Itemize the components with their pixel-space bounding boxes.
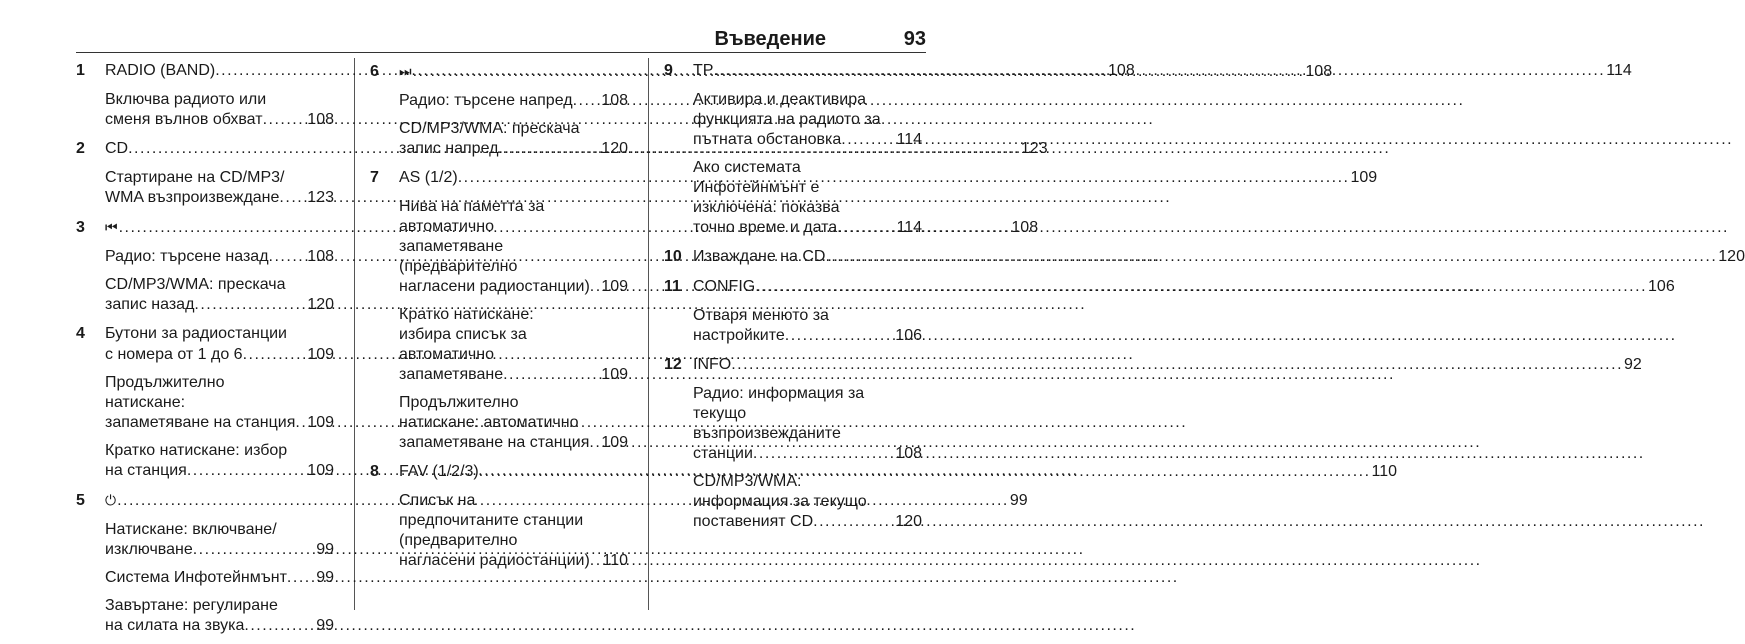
toc-line: запаметяване [399,238,504,255]
toc-page: 114 [896,131,922,148]
toc-row [693,246,1745,268]
leader-dots [590,551,602,571]
toc-line: Кратко натискане: [399,306,534,323]
toc-page: 120 [895,513,922,530]
toc-page: 99 [316,569,334,586]
leader-dots [295,413,306,433]
toc-row [693,218,922,238]
toc-row [105,540,334,560]
leader-dots [825,246,1717,268]
toc-row [105,345,334,365]
toc-row [105,295,334,315]
toc-page: 109 [601,434,628,451]
toc-row [693,512,922,532]
toc-subentry [370,305,628,385]
toc-label: нагласени радиостанции) [399,278,590,295]
toc-label: нагласени радиостанции) [399,552,590,569]
leader-dots [503,365,600,385]
toc-page: 106 [1648,278,1675,295]
toc-line: Стартиране на CD/MP3/ [105,169,285,186]
toc-subentry [76,345,334,365]
toc-row [693,444,922,464]
toc-page: 99 [316,617,334,634]
toc-row [693,276,1675,298]
leader-dots [244,616,315,636]
leader-dots [479,461,1371,483]
toc-line: Продължително [105,374,225,391]
toc-row [693,130,922,150]
leader-dots [187,461,306,481]
toc-row [105,247,334,267]
leader-dots [837,218,895,238]
toc-page: 99 [1009,492,1028,509]
toc-subentry [664,306,922,346]
toc-line: Кратко натискане: избор [105,442,288,459]
leader-dots [573,91,601,111]
toc-line: (предварително [399,532,518,549]
toc-label: Изваждане на CD [693,248,826,265]
toc-subentry [76,373,334,433]
toc-subentry [370,491,628,571]
item-number: 11 [664,278,681,295]
toc-line: Ако системата [693,159,801,176]
toc-line: натискане: автоматично [399,414,579,431]
toc-line: Натискане: включване/ [105,521,277,538]
toc-label: с номера от 1 до 6 [105,346,243,363]
item-number: 4 [76,325,85,342]
item-number: 12 [664,356,682,373]
leader-dots [841,130,895,150]
item-number: 3 [76,219,85,236]
toc-subentry [76,247,334,267]
toc-subentry [370,393,628,453]
toc-row [399,365,628,385]
toc-entry [76,323,334,345]
toc-row [399,433,628,453]
toc-line: (предварително [399,258,518,275]
toc-page: 108 [601,92,628,109]
toc-page: 109 [601,366,628,383]
item-number: 2 [76,140,85,157]
toc-row [105,110,334,130]
toc-page: 108 [307,248,334,265]
toc-label: запис напред [399,140,499,157]
toc-subentry [370,119,628,159]
toc-subentry [76,168,334,208]
toc-label: запаметяване на станция [399,434,590,451]
toc-row [105,568,334,588]
toc-page: 109 [307,346,334,363]
toc-page: 109 [307,462,334,479]
toc-line: CD/MP3/WMA: прескача [105,276,286,293]
toc-row [105,323,334,345]
toc-line: Продължително [399,394,519,411]
toc-subentry [76,596,334,636]
leader-dots [785,326,895,346]
leader-dots [193,540,315,560]
toc-row [105,188,334,208]
leader-dots [590,277,601,297]
toc-label: ⏭ [399,63,413,79]
page-number: 93 [903,28,926,50]
leader-dots [713,60,1605,82]
toc-label: станции [693,445,753,462]
toc-subentry [76,441,334,481]
item-number: 1 [76,62,85,79]
toc-page: 106 [895,327,922,344]
toc-page: 108 [1305,63,1333,80]
leader-dots [287,568,315,588]
toc-label: настройките [693,327,785,344]
toc-line: автоматично [399,218,494,235]
toc-label: Бутони за радиостанции [105,325,287,342]
toc-label: INFO [693,356,732,373]
toc-line: Нива на паметта за [399,198,545,215]
toc-label: поставеният CD [693,513,814,530]
toc-line: Списък на [399,492,476,509]
toc-line: избира списък за [399,326,527,343]
toc-line: автоматично [399,346,494,363]
toc-label: ⏻ [105,492,118,508]
toc-entry [664,354,1642,376]
toc-label: ⏮ [105,219,119,235]
toc-label: AS (1/2) [399,169,458,186]
toc-page: 108 [895,445,922,462]
leader-dots [498,139,600,159]
leader-dots [753,444,894,464]
toc-line: Отваря менюто за [693,307,829,324]
toc-page: 108 [1011,219,1039,236]
toc-page: 120 [601,140,628,157]
toc-row [105,616,334,636]
toc-label: сменя вълнов обхват [105,111,263,128]
toc-row [399,277,628,297]
toc-page: 108 [1108,62,1135,79]
toc-page: 108 [307,111,334,128]
item-number: 5 [76,492,85,509]
leader-dots [269,247,307,267]
toc-subentry [664,384,922,464]
leader-dots [813,512,894,532]
toc-line: CD/MP3/WMA: прескача [399,120,580,137]
item-number: 8 [370,463,379,480]
toc-row [693,354,1642,376]
page-header [76,0,926,53]
toc-label: пътната обстановка [693,131,842,148]
toc-label: на станция [105,462,187,479]
toc-row [399,551,628,571]
toc-label: FAV (1/2/3) [399,463,479,480]
toc-subentry [76,90,334,130]
toc-row [399,91,628,111]
leader-dots [194,295,306,315]
toc-entry [664,246,1745,268]
toc-label: Система Инфотейнмънт [105,569,287,586]
toc-row [399,139,628,159]
toc-page: 123 [1020,140,1048,157]
toc-page: 114 [1606,62,1632,79]
toc-label: TP [693,62,714,79]
toc-subentry [664,90,922,150]
item-number: 7 [370,169,379,186]
leader-dots [755,276,1647,298]
toc-line: Включва радиото или [105,91,267,108]
toc-label: изключване [105,541,193,558]
item-number: 6 [370,63,379,80]
toc-page: 99 [316,541,334,558]
toc-page: 123 [307,189,334,206]
item-number: 10 [664,248,682,265]
toc-line: натискане: [105,394,186,411]
toc-entry [664,276,1675,298]
leader-dots [731,354,1623,376]
toc-row [105,461,334,481]
toc-label: на силата на звука [105,617,245,634]
toc-label: запаметяване на станция [105,414,296,431]
toc-row [693,60,1632,82]
toc-subentry [370,91,628,111]
toc-subentry [370,197,628,297]
toc-line: предпочитаните станции [399,512,584,529]
toc-subentry [664,158,922,238]
toc-label: CONFIG [693,278,756,295]
leader-dots [279,188,306,208]
toc-page: 109 [601,278,628,295]
toc-label: запис назад [105,296,195,313]
toc-label: WMA възпроизвеждане [105,189,280,206]
toc-page: 109 [1350,169,1378,186]
toc-subentry [664,472,922,532]
toc-page: 114 [896,219,922,236]
toc-row [693,326,922,346]
toc-line: възпроизвежданите [693,425,841,442]
toc-label: Радио: търсене напред [399,92,573,109]
toc-row [105,413,334,433]
toc-page: 109 [307,414,334,431]
toc-page: 120 [1718,248,1745,265]
toc-page: 110 [602,552,628,569]
toc-line: функцията на радиото за [693,111,881,128]
toc-line: Радио: информация за [693,385,865,402]
toc-page: 110 [1371,463,1398,480]
toc-label: запаметяване [399,366,504,383]
toc-page: 92 [1624,356,1642,373]
toc-line: изключена: показва [693,199,840,216]
toc-line: CD/MP3/WMA: [693,473,802,490]
toc-subentry [76,520,334,560]
toc-line: Завъртане: регулиране [105,597,278,614]
toc-subentry [76,275,334,315]
leader-dots [263,110,307,130]
toc-label: точно време и дата [693,219,838,236]
toc-page: 120 [307,296,334,313]
leader-dots [243,345,307,365]
toc-subentry [76,568,334,588]
toc-line: Инфотейнмънт е [693,179,820,196]
toc-line: текущо [693,405,747,422]
item-number: 9 [664,62,673,79]
toc-line: информация за текущо [693,493,867,510]
toc-label: Радио: търсене назад [105,248,269,265]
toc-label: CD [105,140,129,157]
section-title: Въведение [714,28,826,50]
toc-label: RADIO (BAND) [105,62,216,79]
toc-line: Активира и деактивира [693,91,866,108]
leader-dots [589,433,600,453]
